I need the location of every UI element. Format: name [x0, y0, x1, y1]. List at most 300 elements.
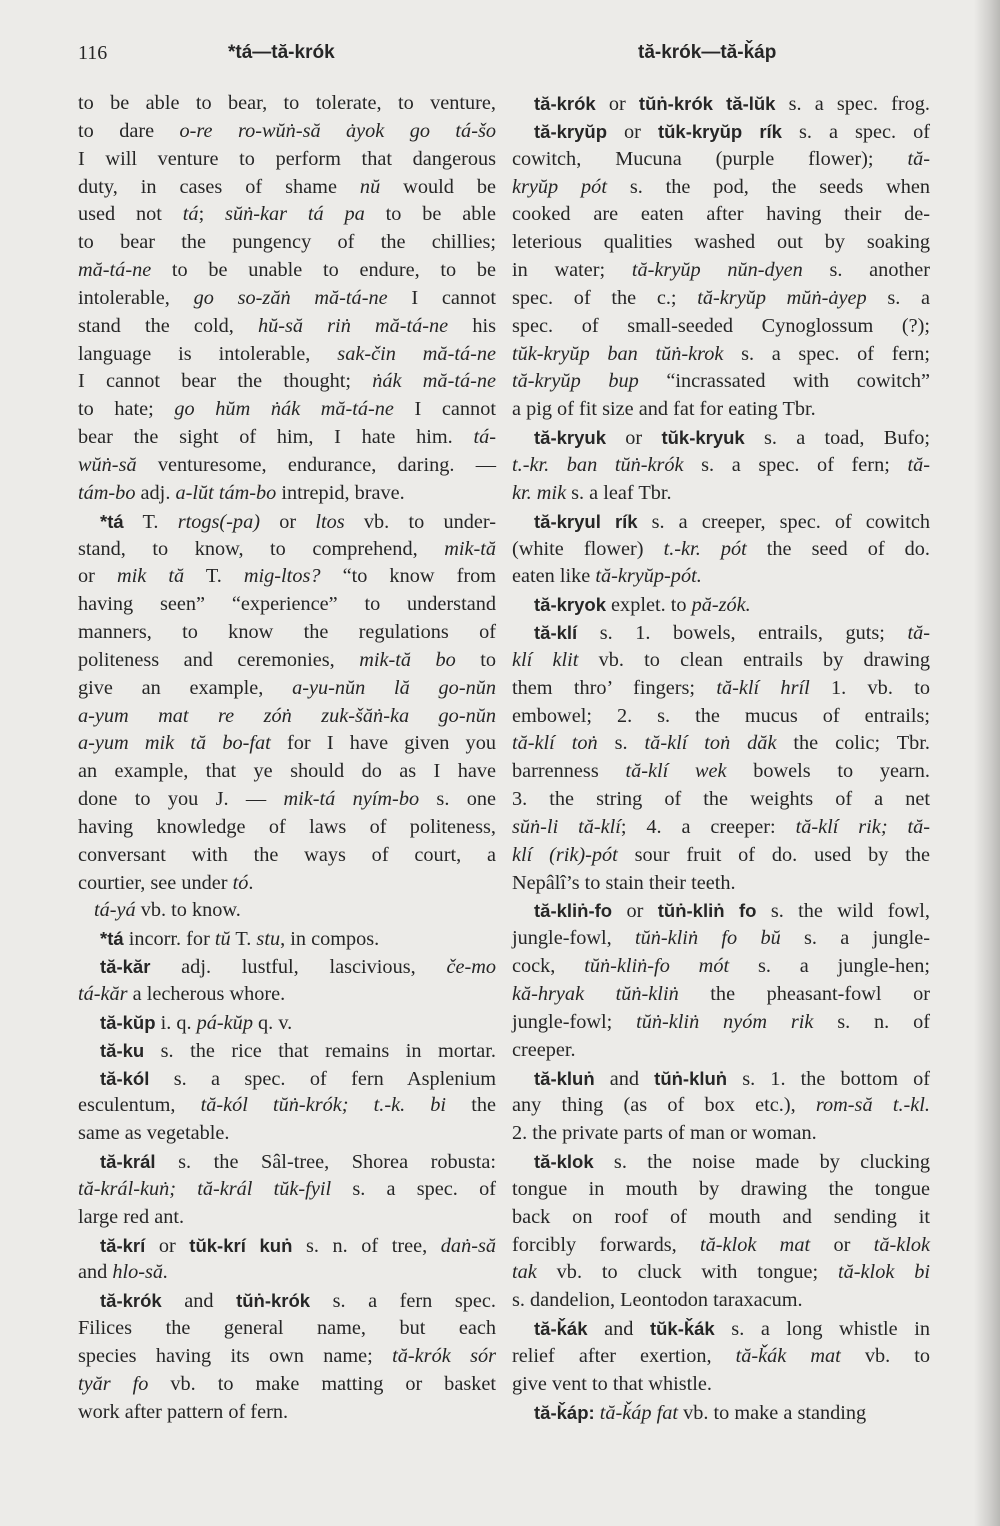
definition-text: same as vegetable. [78, 1122, 230, 1145]
italic-term: go hŭm ṅák mă-tá-ne [174, 398, 394, 421]
definition-text: the colic; Tbr. [776, 732, 930, 755]
text-line [512, 313, 930, 341]
headword: tŭṅ-kluṅ [654, 1067, 728, 1089]
text-line [512, 1259, 930, 1287]
italic-term: tă-klok bi [838, 1261, 930, 1284]
italic-term: tŭṅ-kliṅ-fo mót [584, 955, 730, 978]
italic-term: kă-hryak tŭṅ-kliṅ [512, 983, 679, 1005]
text-line [512, 1399, 930, 1427]
italic-term: tă-krók sór [392, 1344, 496, 1367]
definition-text: venturesome, endurance, daring. — [136, 453, 496, 476]
text-line [78, 563, 496, 591]
headword: tă-kryok [534, 594, 606, 616]
text-line [512, 786, 930, 814]
italic-term: klí klit [512, 648, 579, 671]
italic-term: tă-klí rik; tă- [795, 815, 930, 838]
definition-text: or [595, 93, 639, 115]
text-line [78, 870, 496, 898]
headword: tă-král [100, 1151, 156, 1173]
text-line [512, 201, 930, 229]
text-line [512, 257, 930, 285]
definition-text: s. n. of [813, 1010, 931, 1033]
definition-text: adj. lustful, lascivious, [150, 956, 447, 979]
text-line [512, 1287, 930, 1315]
italic-term: tă-klí hríl [716, 676, 810, 699]
headword: tă-krók [100, 1290, 162, 1312]
headword: tă-kryul rík [534, 510, 638, 532]
italic-term: tá-kăr [78, 983, 128, 1005]
text-line [512, 1343, 930, 1371]
definition-text: bowels to yearn. [726, 760, 930, 783]
text-line [78, 647, 496, 675]
definition-text: q. v. [252, 1011, 293, 1034]
headword: tŭk-krí kuṅ [189, 1234, 293, 1256]
italic-term: daṅ-să [440, 1234, 496, 1257]
definition-text: relief after exertion, [512, 1344, 736, 1367]
headword: *tá [100, 928, 124, 950]
italic-term: mig-ltos? [243, 565, 321, 588]
text-line [512, 480, 930, 508]
headword: tă-kăr [100, 956, 151, 978]
italic-term: klí (rik)-pót [512, 843, 618, 866]
headword: tă-ǩák [534, 1318, 588, 1340]
definition-text: the pheasant-fowl or [678, 983, 930, 1005]
headword: tŭk-kryŭp rík [657, 120, 782, 142]
text-line [512, 842, 930, 870]
definition-text: or [78, 565, 117, 588]
definition-text: Nepâlî’s to stain their teeth. [512, 871, 736, 894]
definition-text: species having its own name; [78, 1344, 393, 1367]
italic-term: nŭ [359, 175, 381, 198]
italic-term: tak [512, 1261, 537, 1284]
italic-term: tá [182, 203, 199, 226]
text-line [78, 424, 496, 452]
definition-text: or [145, 1234, 190, 1257]
definition-text: esculentum, [78, 1094, 201, 1117]
text-line [512, 229, 930, 257]
definition-text: s. a spec. of [331, 1177, 496, 1200]
definition-text: vb. to under- [344, 510, 496, 533]
text-line [78, 1343, 496, 1371]
definition-text: vb. to make matting or basket [148, 1372, 496, 1395]
definition-text: done to you J. — [78, 788, 284, 811]
text-line [78, 619, 496, 647]
headword: tă-klí [534, 622, 578, 644]
italic-term: tŭ [214, 928, 231, 951]
text-line [512, 1204, 930, 1232]
italic-term: ltos [315, 510, 345, 533]
definition-text: embowel; 2. s. the mucus of entrails; [512, 704, 930, 727]
definition-text: s. a spec. of fern; [683, 453, 908, 476]
definition-text: a pig of fit size and fat for eating Tbr. [512, 398, 816, 421]
italic-term: mik-tă bo [359, 648, 456, 671]
definition-text: any thing (as of box etc.), [512, 1094, 816, 1117]
text-line [78, 1399, 496, 1427]
headword: tŭk-ǩák [649, 1318, 715, 1340]
text-line [78, 285, 496, 313]
text-line [512, 1009, 930, 1037]
definition-text: T. [123, 510, 178, 533]
definition-text: spec. of small-seeded Cynoglossum (?); [512, 314, 930, 337]
definition-text: I cannot bear the thought; [78, 370, 373, 393]
definition-text: adj. [135, 481, 176, 504]
text-line [78, 396, 496, 424]
definition-text: and [161, 1290, 237, 1313]
text-line [78, 90, 496, 118]
headword: tŭṅ-krók tă-lŭk [638, 93, 776, 114]
text-line [512, 536, 930, 564]
text-line [78, 313, 496, 341]
italic-term: mik-tá nyím-bo [283, 788, 420, 811]
page-number: 116 [78, 42, 108, 64]
text-line [512, 591, 930, 619]
page-edge-shadow [974, 0, 1000, 1526]
text-line [78, 675, 496, 703]
italic-term: pá-kŭp [196, 1011, 253, 1034]
italic-term: kr. mik [512, 481, 567, 504]
italic-term: a-yum mat re zóṅ zuk-šăṅ-ka go-nŭn [78, 704, 496, 727]
italic-term: tă-ǩák mat [735, 1344, 841, 1367]
definition-text: cock, [512, 955, 585, 978]
italic-term: mik tă [116, 565, 185, 588]
text-line [78, 842, 496, 870]
text-line [78, 1232, 496, 1260]
text-line [512, 897, 930, 925]
definition-text: cooked are eaten after having their de- [512, 203, 930, 226]
definition-text: s. n. of tree, [292, 1234, 441, 1257]
definition-text: s. a spec. frog. [775, 93, 930, 115]
definition-text: would be [380, 175, 496, 198]
definition-text: s. a spec. of [781, 120, 930, 143]
italic-term: o-re ro-wŭṅ-să ȧyok go tá-šo [179, 119, 496, 142]
definition-text: vb. to know. [135, 899, 241, 922]
definition-text: intrepid, brave. [276, 481, 405, 504]
text-line [78, 1204, 496, 1232]
right-text-column [512, 90, 930, 1427]
definition-text: to [455, 648, 496, 671]
left-running-head: *tá—tă-krók [228, 42, 335, 63]
definition-text: 1. vb. to [809, 676, 930, 699]
definition-text: to be able to bear, to tolerate, to venture, [78, 92, 496, 114]
text-line [78, 508, 496, 536]
definition-text: language is intolerable, [78, 342, 338, 365]
italic-term: a-yum mik tă bo-fat [78, 732, 271, 755]
text-line [512, 675, 930, 703]
definition-text: having knowledge of laws of politeness, [78, 815, 496, 838]
definition-text: back on roof of mouth and sending it [512, 1205, 930, 1228]
italic-term: a-lŭt tám-bo [175, 481, 277, 504]
text-line [512, 703, 930, 731]
definition-text: ; 4. a creeper: [620, 815, 796, 838]
definition-text: and [587, 1318, 650, 1341]
definition-text: vb. to cluck with tongue; [536, 1261, 839, 1284]
definition-text: to be unable to endure, to be [151, 259, 496, 282]
definition-text: s. [597, 732, 645, 755]
italic-term: tă-kryŭp nŭn-dyen [631, 259, 803, 282]
text-line [78, 1120, 496, 1148]
definition-text: 2. the private parts of man or woman. [512, 1122, 817, 1145]
text-line [78, 174, 496, 202]
italic-term: tă-klok [873, 1233, 930, 1256]
text-line [512, 1232, 930, 1260]
definition-text: I cannot [393, 398, 496, 421]
definition-text: “to know from [320, 565, 497, 588]
definition-text: , in compos. [280, 928, 380, 951]
text-line [78, 758, 496, 786]
definition-text: s. a long whistle in [714, 1318, 930, 1341]
definition-text: having seen” “experience” to understand [78, 593, 496, 616]
definition-text: them thro’ fingers; [512, 676, 717, 699]
italic-term: tă-kól tŭṅ-krók; t.-k. bi [200, 1094, 447, 1117]
definition-text: an example, that ye should do as I have [78, 760, 496, 783]
definition-text: explet. to [605, 594, 692, 617]
text-line [512, 1371, 930, 1399]
definition-text: s. a leaf Tbr. [566, 481, 672, 504]
text-line [78, 730, 496, 758]
italic-term: kryŭp pót [512, 175, 607, 198]
text-line [512, 146, 930, 174]
definition-text: stand the cold, [78, 314, 258, 337]
text-line [512, 424, 930, 452]
definition-text: I will venture to perform that dangerous [78, 147, 496, 170]
definition-text: s. the rice that remains in mortar. [144, 1039, 496, 1062]
definition-text: jungle-fowl, [512, 927, 635, 950]
italic-term: tă-klí toṅ dăk [644, 732, 777, 755]
definition-text: or [810, 1233, 874, 1256]
text-line [512, 925, 930, 953]
text-line [78, 257, 496, 285]
text-line [78, 1176, 496, 1204]
text-line [512, 1176, 930, 1204]
italic-term: tá- [473, 426, 496, 449]
definition-text: s. another [802, 259, 930, 282]
text-line [512, 814, 930, 842]
left-text-column [78, 90, 496, 1427]
definition-text: give vent to that whistle. [512, 1372, 712, 1395]
text-line [512, 174, 930, 202]
definition-text: conversant with the ways of court, a [78, 843, 496, 866]
italic-term: ṅák mă-tá-ne [372, 370, 496, 393]
definition-text: (white flower) [512, 537, 664, 560]
headword: tă-kryŭp [534, 120, 607, 142]
text-line [512, 647, 930, 675]
definition-text: s. 1. the bottom of [727, 1067, 930, 1090]
headword: tă-kól [100, 1067, 150, 1089]
italic-term: če-mo [446, 956, 496, 979]
text-line [512, 368, 930, 396]
text-line [78, 786, 496, 814]
italic-term: tă-klí wek [625, 760, 727, 783]
italic-term: tă- [907, 147, 930, 170]
definition-text: stand, to know, to comprehend, [78, 537, 445, 560]
definition-text: to be able [364, 203, 496, 226]
definition-text: tongue in mouth by drawing the tongue [512, 1177, 930, 1200]
italic-term: tă-kryŭp-pót. [595, 565, 702, 588]
text-line [78, 1065, 496, 1093]
italic-term: tyăr fo [78, 1372, 149, 1395]
italic-term: tă- [907, 453, 930, 476]
text-line [78, 953, 496, 981]
text-line [512, 1037, 930, 1065]
text-line [78, 981, 496, 1009]
definition-text: creeper. [512, 1038, 576, 1061]
text-line [512, 619, 930, 647]
page-header [78, 42, 938, 72]
italic-term: sŭṅ-li tă-klí [512, 815, 621, 838]
definition-text: s. a jungle-hen; [729, 955, 930, 978]
text-line [512, 1315, 930, 1343]
italic-term: hŭ-să riṅ mă-tá-ne [257, 314, 449, 337]
italic-term: go so-zăṅ mă-tá-ne [193, 286, 388, 309]
definition-text: to hate; [78, 398, 175, 421]
text-line [78, 1315, 496, 1343]
definition-text: and [78, 1261, 113, 1284]
italic-term: tă- [907, 622, 930, 645]
italic-term: hlo-să. [112, 1261, 169, 1284]
definition-text: s. a jungle- [780, 927, 931, 950]
headword: tă-ku [100, 1039, 145, 1061]
text-line [512, 285, 930, 313]
headword: tŭṅ-krók [236, 1290, 311, 1312]
text-line [78, 1009, 496, 1037]
definition-text: “incrassated with cowitch” [638, 370, 930, 393]
text-line [78, 591, 496, 619]
italic-term: tám-bo [78, 481, 136, 504]
headword: tŭk-kryuk [661, 427, 745, 449]
text-line [512, 981, 930, 1009]
definition-text: a lecherous whore. [127, 983, 286, 1005]
italic-term: tă-klí toṅ [512, 732, 598, 755]
definition-text: s. the noise made by clucking [593, 1151, 930, 1174]
text-line [512, 870, 930, 898]
definition-text: work after pattern of fern. [78, 1400, 289, 1423]
definition-text: sour fruit of do. used by the [617, 843, 930, 866]
text-line [78, 1259, 496, 1287]
definition-text: barrenness [512, 760, 626, 783]
italic-term: a-yu-nŭn lă go-nŭn [292, 676, 496, 699]
italic-term: tŭṅ-kliṅ nyóm rik [636, 1010, 814, 1033]
text-line [78, 1092, 496, 1120]
headword: tă-krí [100, 1234, 146, 1256]
headword: tă-kluṅ [534, 1067, 595, 1089]
text-line [78, 480, 496, 508]
italic-term: mik-tă [444, 537, 496, 560]
text-line [512, 563, 930, 591]
definition-text: . [248, 871, 254, 894]
text-line [78, 536, 496, 564]
definition-text: s. the pod, the seeds when [606, 175, 931, 198]
definition-text: I cannot [387, 286, 496, 309]
text-line [512, 90, 930, 118]
definition-text: or [607, 120, 658, 143]
italic-term: t.-kr. pót [663, 537, 747, 560]
italic-term: stu [256, 928, 281, 951]
headword: tă-krók [534, 93, 596, 114]
text-line [78, 368, 496, 396]
definition-text: his [448, 314, 496, 337]
definition-text: for I have given you [270, 732, 496, 755]
headword: tă-kliṅ-fo [534, 900, 613, 922]
italic-term: wŭṅ-să [78, 453, 137, 476]
definition-text: vb. to make a standing [678, 1401, 867, 1424]
text-line [78, 146, 496, 174]
italic-term: mă-tá-ne [78, 259, 152, 282]
italic-term: tă-ǩáp [599, 1401, 652, 1424]
italic-term: tă-král-kuṅ; tă-král tŭk-fyil [78, 1177, 332, 1200]
definition-text: s. dandelion, Leontodon taraxacum. [512, 1289, 803, 1312]
text-line [78, 1371, 496, 1399]
definition-text: T. [230, 928, 257, 951]
text-line [78, 925, 496, 953]
right-running-head: tă-krók—tă-ǩáp [638, 42, 777, 63]
text-line [78, 201, 496, 229]
definition-text: i. q. [155, 1011, 197, 1034]
headword: *tá [100, 510, 124, 532]
definition-text: s. 1. bowels, entrails, guts; [577, 622, 908, 645]
text-line [512, 1148, 930, 1176]
headword: tă-klok [534, 1151, 594, 1173]
definition-text: cowitch, Mucuna (purple flower); [512, 147, 908, 170]
definition-text: to dare [78, 119, 180, 142]
definition-text: T. [184, 565, 244, 588]
italic-term: tŭṅ-kliṅ fo bŭ [635, 927, 781, 950]
definition-text: intolerable, [78, 286, 194, 309]
definition-text: courtier, see under [78, 871, 233, 894]
definition-text: s. a spec. of fern Asplenium [149, 1067, 496, 1090]
definition-text: s. a toad, Bufo; [744, 427, 930, 450]
definition-text: to bear the pungency of the chillies; [78, 231, 496, 254]
headword: tă-ǩáp: [534, 1401, 595, 1423]
italic-term: sŭṅ-kar tá pa [225, 203, 365, 226]
definition-text: the seed of do. [746, 537, 930, 560]
definition-text: or [259, 510, 316, 533]
text-line [512, 730, 930, 758]
italic-term: rtogs(-pa) [177, 510, 260, 533]
text-line [78, 703, 496, 731]
definition-text: s. a [866, 286, 930, 309]
text-line [512, 1065, 930, 1093]
definition-text: s. one [419, 788, 497, 811]
definition-text: in water; [512, 259, 632, 282]
text-line [512, 953, 930, 981]
definition-text: 3. the string of the weights of a net [512, 788, 930, 811]
definition-text: jungle-fowl; [512, 1010, 637, 1033]
text-line [512, 1120, 930, 1148]
definition-text: Filices the general name, but each [78, 1317, 496, 1340]
definition-text: used not [78, 203, 183, 226]
definition-text: s. the wild fowl, [756, 900, 930, 923]
text-line [78, 814, 496, 842]
text-line [512, 1092, 930, 1120]
definition-text: the [446, 1094, 496, 1117]
italic-term: tó [232, 871, 249, 894]
definition-text: incorr. for [123, 928, 215, 951]
italic-term: tă-kryŭp bup [512, 370, 639, 393]
definition-text: large red ant. [78, 1205, 185, 1228]
headword: tă-kŭp [100, 1011, 156, 1033]
definition-text: politeness and ceremonies, [78, 648, 360, 671]
text-line [78, 1148, 496, 1176]
definition-text: s. a creeper, spec. of cowitch [637, 510, 930, 533]
text-line [512, 396, 930, 424]
definition-text: manners, to know the regulations of [78, 621, 496, 644]
definition-text: give an example, [78, 676, 293, 699]
text-line [78, 341, 496, 369]
italic-term: t.-kr. ban tŭṅ-krók [512, 453, 684, 476]
text-line [78, 1037, 496, 1065]
headword: tă-kryuk [534, 427, 606, 449]
italic-term: tă-klok mat [700, 1233, 811, 1256]
